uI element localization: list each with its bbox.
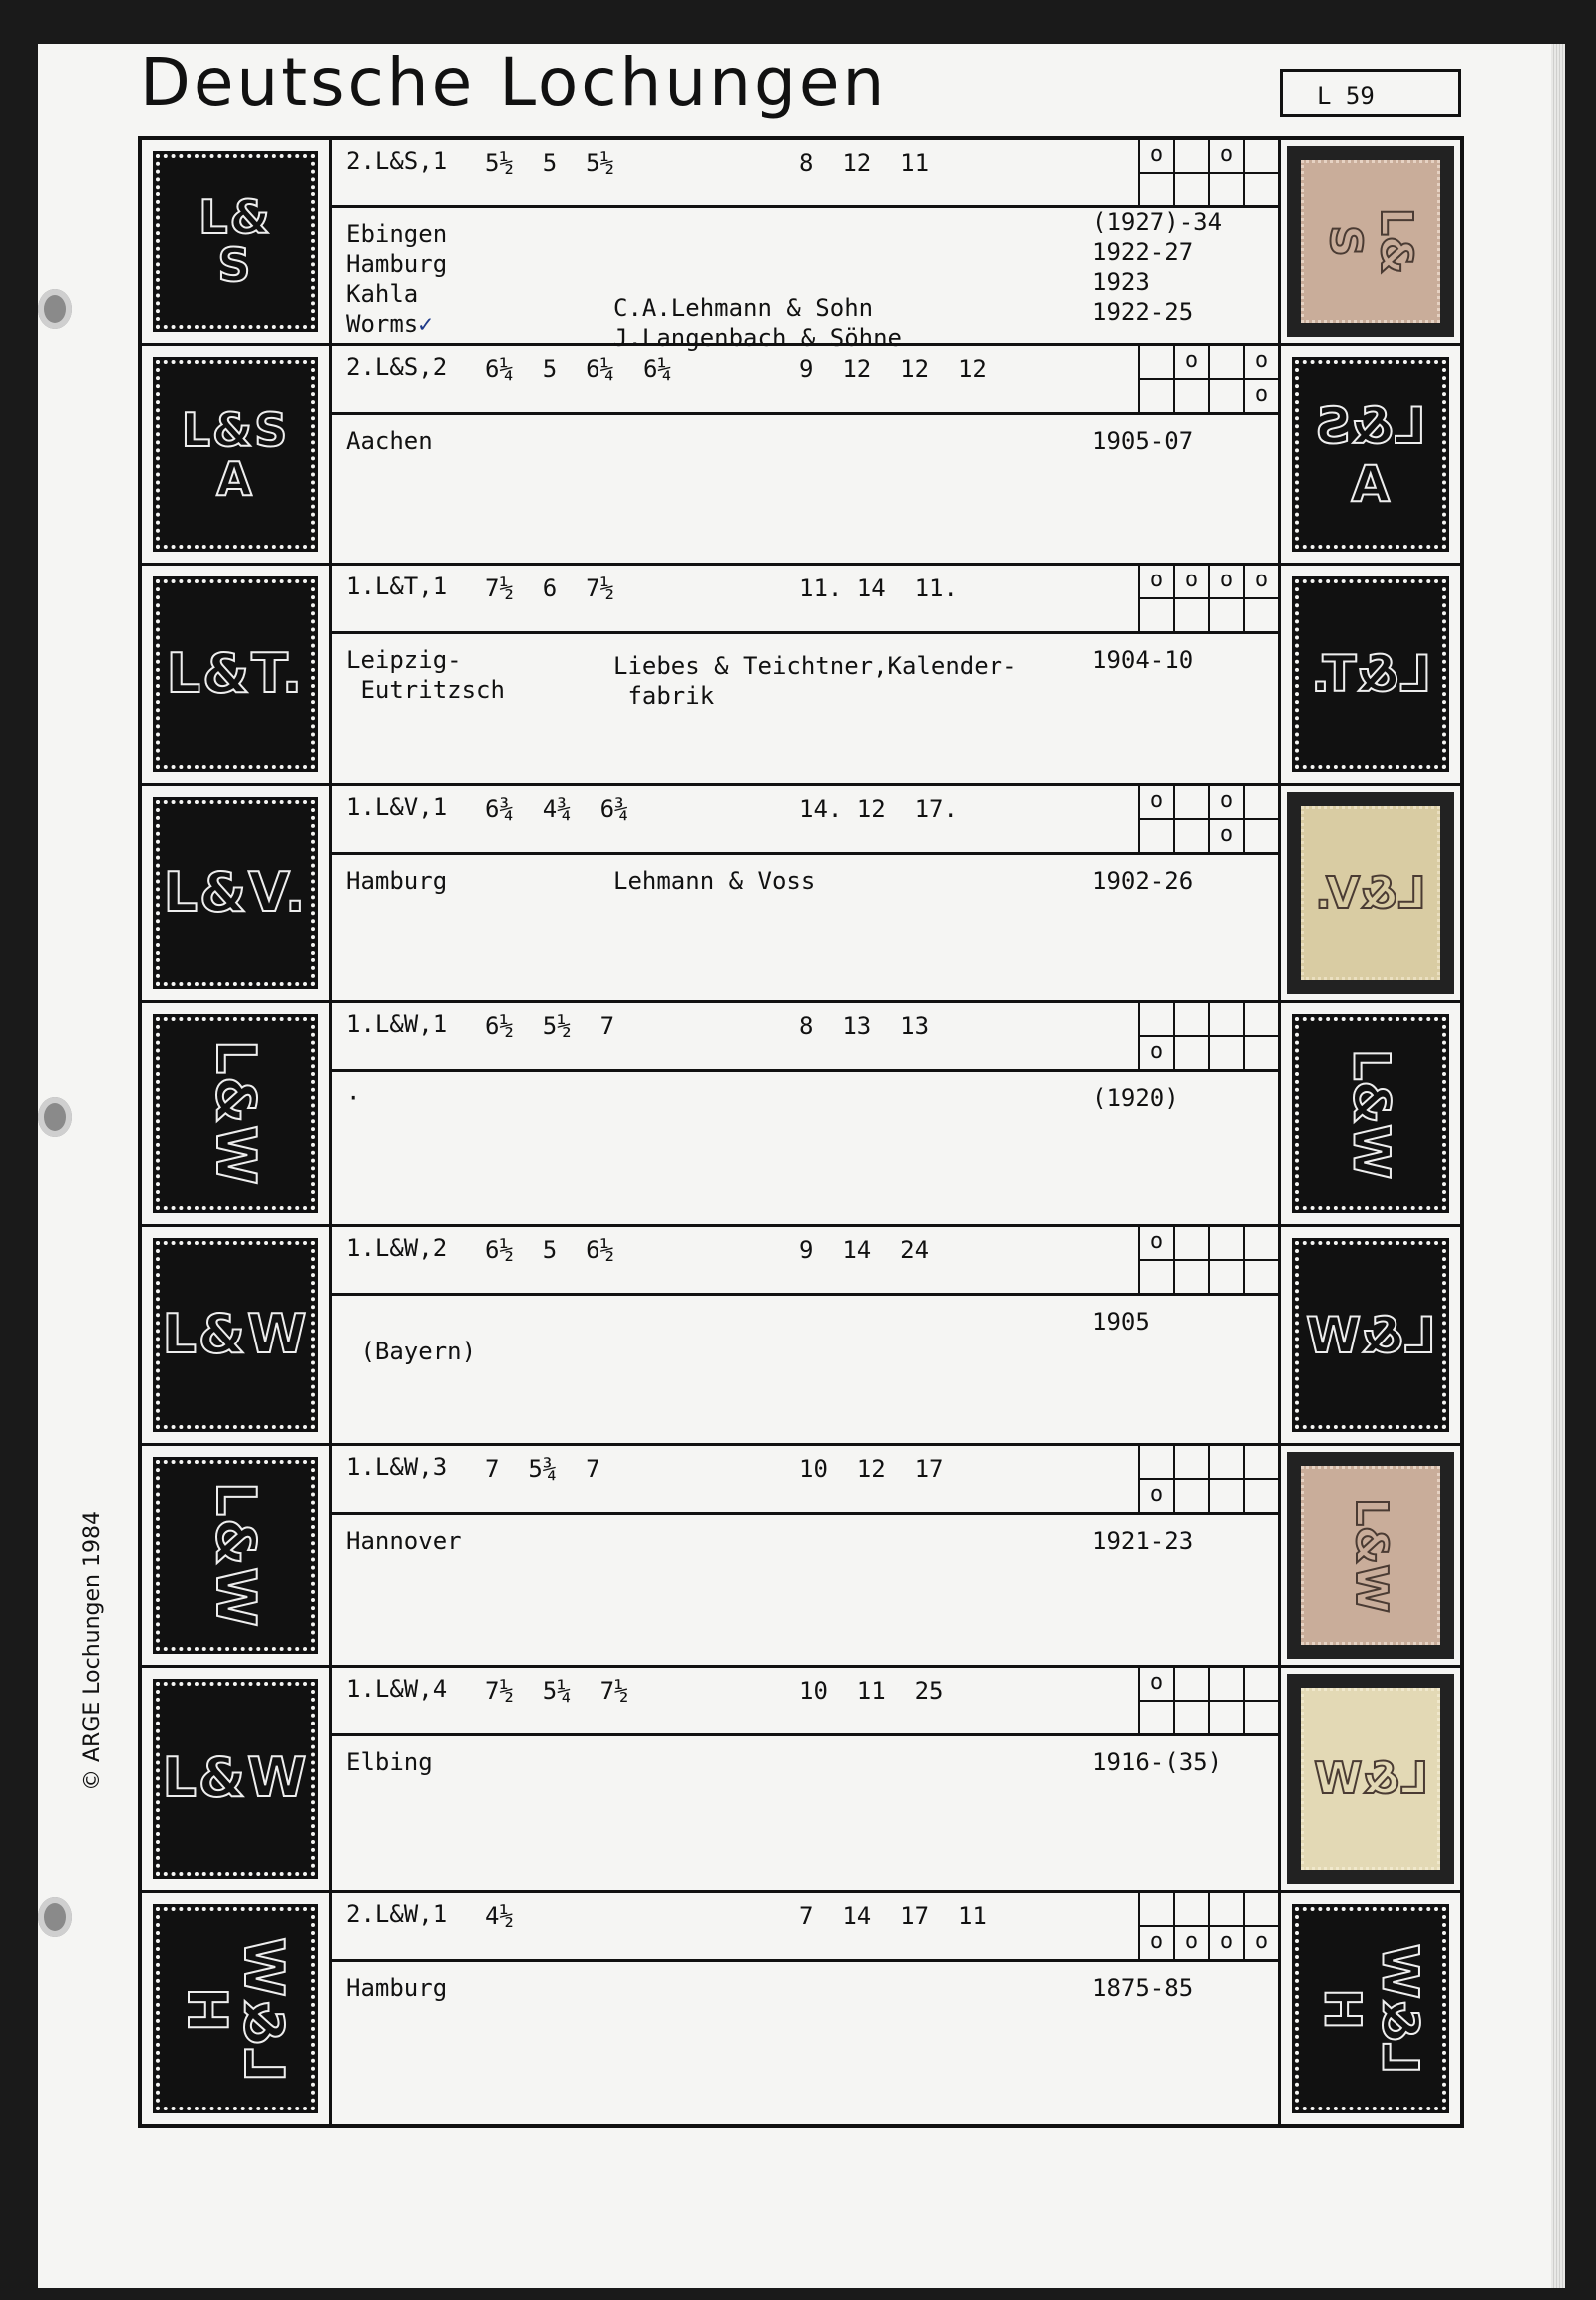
place-name: Hamburg	[346, 867, 448, 895]
place-name: Leipzig-	[346, 646, 462, 674]
binder-hole	[38, 1897, 72, 1937]
usage-grid-cell	[1138, 1003, 1173, 1037]
usage-grid-cell	[1243, 1893, 1278, 1927]
usage-grid-cell	[1208, 346, 1243, 380]
usage-years: 1916-(35)	[1092, 1748, 1223, 1776]
perfin-dimensions: 7½ 5¼ 7½	[485, 1677, 629, 1705]
mounted-stamp	[1287, 146, 1454, 337]
usage-grid-cell	[1173, 1893, 1208, 1927]
usage-grid-cell	[1243, 1668, 1278, 1702]
usage-grid-cell	[1138, 346, 1173, 380]
hole-counts: 11. 14 11.	[799, 575, 958, 602]
stamp-cell	[1278, 1227, 1460, 1443]
catalog-code: 1.L&T,1	[346, 573, 448, 600]
usage-grid-cell	[1243, 1702, 1278, 1735]
page-stack-edge	[1551, 44, 1565, 2288]
usage-grid-cell	[1208, 1227, 1243, 1261]
perfin-dimensions: 7 5¾ 7	[485, 1455, 600, 1483]
header-rule	[332, 1733, 1278, 1736]
mounted-stamp	[1295, 579, 1446, 769]
entry-body	[332, 1668, 1278, 1890]
usage-grid-cell: o	[1208, 1927, 1243, 1961]
usage-grid-cell	[1208, 599, 1243, 633]
usage-grid-cell	[1208, 1668, 1243, 1702]
header-rule	[332, 852, 1278, 855]
usage-grid-cell	[1208, 1446, 1243, 1480]
entry-body	[332, 566, 1278, 783]
header-rule	[332, 1512, 1278, 1515]
perfin-pattern-label: L&W	[204, 1481, 268, 1630]
place-name: Elbing	[346, 1748, 433, 1776]
usage-grid-cell	[1243, 1261, 1278, 1295]
hole-counts: 7 14 17 11	[799, 1902, 987, 1930]
usage-grid-cell: o	[1208, 566, 1243, 599]
usage-grid-cell	[1173, 820, 1208, 854]
catalog-code: 2.L&W,1	[346, 1900, 448, 1928]
mounted-stamp	[1287, 1674, 1454, 1884]
place-name: Hamburg	[346, 250, 448, 278]
stamp-cell	[1278, 1668, 1460, 1890]
usage-grid-cell	[1173, 1227, 1208, 1261]
header-rule	[332, 1293, 1278, 1296]
stamp-perfin: L&T.	[1310, 645, 1431, 703]
table-row	[142, 1227, 1460, 1446]
usage-years: 1921-23	[1092, 1527, 1194, 1555]
place-name: Aachen	[346, 427, 433, 455]
stamp-perfin: L&W	[1305, 1306, 1436, 1364]
catalog-code: 1.L&W,3	[346, 1453, 448, 1481]
table-row	[142, 566, 1460, 786]
usage-grid-cell	[1173, 1261, 1208, 1295]
usage-grid-cell	[1208, 1480, 1243, 1514]
stamp-cell	[1278, 566, 1460, 783]
firm-name: fabrik	[613, 682, 715, 710]
usage-grid-cell	[1138, 380, 1173, 414]
perfin-table	[138, 136, 1464, 2128]
stamp-perfin: L&V.	[1315, 868, 1426, 919]
perfin-dimensions: 6¼ 5 6¼ 6¼	[485, 355, 672, 383]
usage-grid-cell: o	[1243, 380, 1278, 414]
stamp-cell	[1278, 140, 1460, 343]
usage-grid-cell	[1208, 380, 1243, 414]
usage-grid-cell	[1208, 174, 1243, 207]
usage-years: 1922-27	[1092, 238, 1194, 266]
usage-grid	[1138, 346, 1278, 414]
usage-grid-cell	[1138, 1702, 1173, 1735]
hole-counts: 8 12 11	[799, 149, 930, 177]
usage-grid-cell	[1173, 599, 1208, 633]
entry-body	[332, 1003, 1278, 1224]
table-row	[142, 1893, 1460, 2124]
header-rule	[332, 1069, 1278, 1072]
usage-grid-cell: o	[1138, 1037, 1173, 1071]
usage-grid-cell	[1243, 1003, 1278, 1037]
usage-grid-cell: o	[1243, 346, 1278, 380]
binder-hole	[38, 289, 72, 329]
place-name: Ebingen	[346, 220, 448, 248]
stamp-cell	[1278, 1893, 1460, 2124]
mounted-stamp	[1287, 792, 1454, 994]
binder-hole	[38, 1097, 72, 1137]
usage-grid-cell	[1173, 174, 1208, 207]
stamp-perfin: L&W	[1313, 1753, 1428, 1804]
perfin-pattern-label: L&W	[204, 1039, 268, 1188]
usage-grid-cell: o	[1243, 1927, 1278, 1961]
stamp-perfin: L&W	[1342, 1048, 1399, 1179]
perfin-diagram	[156, 360, 315, 549]
usage-grid	[1138, 1446, 1278, 1514]
usage-grid	[1138, 786, 1278, 854]
table-row	[142, 140, 1460, 352]
usage-grid-cell	[1138, 174, 1173, 207]
usage-years: 1902-26	[1092, 867, 1194, 895]
usage-grid	[1138, 140, 1278, 207]
usage-grid-cell	[1243, 599, 1278, 633]
perfin-diagram-cell	[142, 1668, 332, 1890]
usage-grid-cell	[1138, 1261, 1173, 1295]
table-row	[142, 786, 1460, 1003]
catalog-code: 1.L&W,2	[346, 1234, 448, 1262]
page-number: L 59	[1317, 82, 1375, 110]
perfin-pattern-label: L& S	[199, 190, 272, 292]
firm-name: C.A.Lehmann & Sohn	[613, 294, 874, 322]
page-number-box	[1280, 69, 1461, 117]
perfin-diagram	[156, 579, 315, 769]
catalog-code: 1.L&V,1	[346, 793, 448, 821]
perfin-diagram	[156, 1241, 315, 1429]
entry-body	[332, 1893, 1278, 2124]
perfin-diagram-cell	[142, 1227, 332, 1443]
usage-years: 1875-85	[1092, 1974, 1194, 2002]
catalog-code: 2.L&S,2	[346, 353, 448, 381]
usage-grid-cell	[1173, 140, 1208, 174]
entry-body	[332, 140, 1278, 352]
hole-counts: 8 13 13	[799, 1012, 930, 1040]
perfin-diagram-cell	[142, 786, 332, 1000]
catalog-code: 1.L&W,1	[346, 1010, 448, 1038]
table-row	[142, 1446, 1460, 1668]
catalog-code: 2.L&S,1	[346, 147, 448, 175]
perfin-pattern-label: L&S A	[181, 403, 290, 506]
usage-grid-cell: o	[1138, 1927, 1173, 1961]
perfin-dimensions: 6¾ 4¾ 6¾	[485, 795, 629, 823]
usage-grid-cell	[1243, 174, 1278, 207]
table-row	[142, 1003, 1460, 1227]
usage-grid-cell	[1138, 820, 1173, 854]
stamp-perfin: L&W H	[1313, 1943, 1428, 2075]
usage-grid-cell: o	[1138, 1668, 1173, 1702]
usage-grid-cell	[1173, 380, 1208, 414]
entry-body	[332, 786, 1278, 1000]
usage-years: (1927)-34	[1092, 208, 1223, 236]
usage-grid-cell	[1173, 1702, 1208, 1735]
usage-years: 1904-10	[1092, 646, 1194, 674]
entry-body	[332, 346, 1278, 563]
table-row	[142, 346, 1460, 566]
usage-grid-cell	[1138, 599, 1173, 633]
perfin-dimensions: 7½ 6 7½	[485, 575, 615, 602]
usage-grid-cell	[1243, 820, 1278, 854]
usage-grid-cell	[1173, 1480, 1208, 1514]
check-mark: ✓	[418, 310, 433, 338]
usage-grid-cell: o	[1243, 566, 1278, 599]
usage-grid-cell	[1173, 786, 1208, 820]
usage-grid-cell: o	[1173, 1927, 1208, 1961]
firm-name: Liebes & Teichtner,Kalender-	[613, 652, 1017, 680]
usage-grid	[1138, 1893, 1278, 1961]
copyright-note: © ARGE Lochungen 1984	[80, 1511, 105, 1791]
perfin-pattern-label: L&V.	[163, 861, 308, 925]
usage-grid-cell: o	[1138, 786, 1173, 820]
place-name: (Bayern)	[346, 1338, 477, 1365]
hole-counts: 14. 12 17.	[799, 795, 958, 823]
usage-grid-cell: o	[1208, 786, 1243, 820]
stamp-cell	[1278, 786, 1460, 1000]
perfin-diagram-cell	[142, 1893, 332, 2124]
page-title: Deutsche Lochungen	[140, 44, 888, 121]
perfin-diagram	[156, 1460, 315, 1651]
perfin-diagram-cell	[142, 140, 332, 343]
usage-grid-cell: o	[1138, 1480, 1173, 1514]
usage-grid-cell: o	[1208, 820, 1243, 854]
table-row	[142, 1668, 1460, 1893]
usage-grid	[1138, 566, 1278, 633]
perfin-diagram	[156, 1682, 315, 1876]
usage-grid-cell	[1138, 1893, 1173, 1927]
header-rule	[332, 1959, 1278, 1962]
perfin-dimensions: 4½	[485, 1902, 514, 1930]
perfin-dimensions: 5½ 5 5½	[485, 149, 615, 177]
usage-grid-cell	[1138, 1446, 1173, 1480]
stamp-perfin: L&W	[1345, 1498, 1396, 1613]
usage-grid	[1138, 1003, 1278, 1071]
stamp-cell	[1278, 1003, 1460, 1224]
stamp-paper	[1301, 1688, 1440, 1870]
perfin-diagram-cell	[142, 1003, 332, 1224]
perfin-diagram-cell	[142, 1446, 332, 1665]
usage-grid-cell: o	[1138, 1227, 1173, 1261]
usage-grid-cell	[1208, 1893, 1243, 1927]
mounted-stamp	[1295, 1907, 1446, 2110]
firm-name: J.Langenbach & Söhne	[613, 324, 902, 352]
entry-body	[332, 1446, 1278, 1665]
usage-grid-cell	[1243, 1480, 1278, 1514]
perfin-pattern-label: L&T.	[166, 641, 305, 705]
stamp-perfin: L& S	[1319, 207, 1421, 275]
mounted-stamp	[1295, 1241, 1446, 1429]
hole-counts: 10 12 17	[799, 1455, 944, 1483]
place-name: ·	[346, 1084, 361, 1112]
firm-name: Lehmann & Voss	[613, 867, 816, 895]
entry-body	[332, 1227, 1278, 1443]
usage-grid-cell	[1173, 1446, 1208, 1480]
place-name: Hamburg	[346, 1974, 448, 2002]
stamp-paper	[1301, 1466, 1440, 1645]
place-name: Kahla	[346, 280, 419, 308]
usage-grid-cell	[1208, 1702, 1243, 1735]
hole-counts: 9 14 24	[799, 1236, 930, 1264]
usage-grid-cell	[1173, 1037, 1208, 1071]
usage-years: 1922-25	[1092, 298, 1194, 326]
usage-grid-cell	[1243, 1446, 1278, 1480]
perfin-diagram	[156, 800, 315, 986]
stamp-cell	[1278, 1446, 1460, 1665]
mounted-stamp	[1287, 1452, 1454, 1659]
hole-counts: 9 12 12 12	[799, 355, 987, 383]
usage-grid-cell	[1243, 1037, 1278, 1071]
stamp-paper	[1301, 806, 1440, 980]
usage-grid-cell	[1208, 1003, 1243, 1037]
usage-grid-cell	[1208, 1261, 1243, 1295]
header-rule	[332, 412, 1278, 415]
usage-years: 1905	[1092, 1308, 1150, 1336]
perfin-diagram-cell	[142, 346, 332, 563]
usage-grid	[1138, 1227, 1278, 1295]
perfin-diagram-cell	[142, 566, 332, 783]
place-name: Worms✓	[346, 310, 433, 338]
usage-grid	[1138, 1668, 1278, 1735]
mounted-stamp	[1295, 1017, 1446, 1210]
usage-grid-cell: o	[1173, 566, 1208, 599]
usage-grid-cell: o	[1208, 140, 1243, 174]
perfin-diagram	[156, 1017, 315, 1210]
mounted-stamp	[1295, 360, 1446, 549]
hole-counts: 10 11 25	[799, 1677, 944, 1705]
usage-years: (1920)	[1092, 1084, 1179, 1112]
usage-grid-cell	[1173, 1003, 1208, 1037]
perfin-pattern-label: L&W	[162, 1303, 309, 1366]
usage-grid-cell: o	[1138, 566, 1173, 599]
usage-grid-cell: o	[1173, 346, 1208, 380]
stamp-perfin: L&S A	[1315, 396, 1426, 513]
perfin-pattern-label: L&W H	[176, 1935, 296, 2083]
usage-grid-cell	[1208, 1037, 1243, 1071]
stamp-paper	[1301, 160, 1440, 323]
usage-grid-cell	[1243, 140, 1278, 174]
usage-grid-cell: o	[1138, 140, 1173, 174]
perfin-dimensions: 6½ 5 6½	[485, 1236, 615, 1264]
catalog-code: 1.L&W,4	[346, 1675, 448, 1703]
header-rule	[332, 631, 1278, 634]
usage-grid-cell	[1173, 1668, 1208, 1702]
usage-grid-cell	[1243, 786, 1278, 820]
place-name: Hannover	[346, 1527, 462, 1555]
usage-years: 1923	[1092, 268, 1150, 296]
stamp-cell	[1278, 346, 1460, 563]
perfin-pattern-label: L&W	[162, 1746, 309, 1810]
perfin-diagram	[156, 1907, 315, 2110]
perfin-dimensions: 6½ 5½ 7	[485, 1012, 615, 1040]
place-name: Eutritzsch	[346, 676, 505, 704]
usage-years: 1905-07	[1092, 427, 1194, 455]
usage-grid-cell	[1243, 1227, 1278, 1261]
perfin-diagram	[156, 154, 315, 329]
